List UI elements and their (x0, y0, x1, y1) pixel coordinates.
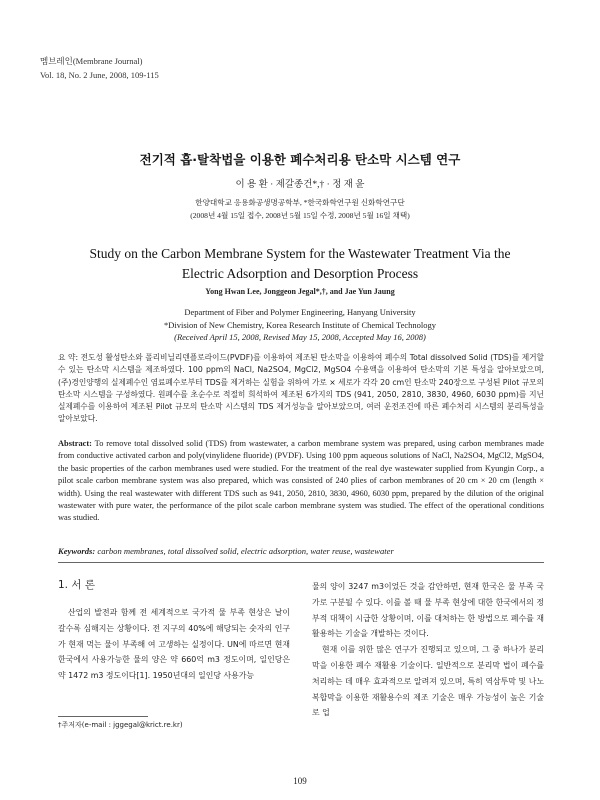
affiliation-korean-text: 한양대학교 응용화공생명공학부, *한국화학연구원 신화학연구단 (195, 198, 405, 207)
abstract-divider (58, 562, 544, 563)
abstract-korean-text: 전도성 활성탄소와 폴리비닐리덴플로라이드(PVDF)를 이용하여 제조된 탄소막을 이용하여 폐수의 Total dissolved Solid (TDS)를 제거할 수 있는 탄소막 시스템을 제조하였다. 100 ppm의 NaCl, Na2SO4, MgCl2, MgSO4 수용액을 이용하여 탄소막의 기본 특성을 알아보았으며, (주)경인양행의 실제폐수인 염료폐수로부터 TDS를 제거하는 실험을 위하여 가로 × 세로가 각각 20 cm인 탄소막 240장으로 구성된 Pilot 규모의 탄소막 시스템을 구성하였다. 원폐수를 초순수로 적절히 희석하여 제조된 6가지의 TDS (941, 2050, 2810, 3830, 4960, 6030 ppm)를 지닌 실제폐수를 이용하여 제조된 Pilot 규모의 탄소막 시스템의 TDS 제거성능을 알아보았으며, 여러 운전조건에 따른 폐수처리 시스템의 분리특성을 알아보았다. (58, 353, 544, 424)
page-number: 109 (293, 776, 307, 786)
affiliation-english-2: *Division of New Chemistry, Korea Research Institute of Chemical Technology (163, 319, 437, 330)
keywords (58, 545, 544, 557)
keywords-label: Keywords: (58, 546, 96, 556)
dates-korean: (2008년 4월 15일 접수, 2008년 5월 15일 수정, 2008년 5월 16일 채택) (190, 211, 410, 220)
abstract-english-text: To remove total dissolved solid (TDS) from wastewater, a carbon membrane system was prepared, using carbon membranes made from conductive activated carbon and poly(vinylidene fluoride) (PVDF). Using 100 ppm aqueous solutions of NaCl, Na2SO4, MgCl2, MgSO4, the basic properties of the carbon membranes used were studied. For the treatment of the real dye wastewater supplied from Kyungin Corp., a pilot scale carbon membrane system was also prepared, which was consisted of 240 plies of carbon membranes of 20 cm × 20 cm (length × width). Using the real wastewater with different TDS such as 941, 2050, 2810, 3830, 4960, 6030 ppm, prepared by the dilution of the original wastewater with pure water, the performance of the pilot scale carbon membrane system was studied. The effect of the operational conditions was studied. (58, 439, 544, 523)
authors-english: Yong Hwan Lee, Jonggeon Jegal*,†, and Jae Yun Jaung (205, 287, 395, 296)
abstract-english-label: Abstract: (58, 439, 92, 448)
abstract-english (58, 438, 544, 525)
abstract-korean-label: 요 약: (58, 353, 79, 362)
left-column-paragraph: 산업의 발전과 함께 전 세계적으로 국가적 물 부족 현상은 날이 갈수록 심해지는 상황이다. 전 지구의 40%에 해당되는 숫자의 인구가 현재 먹는 물이 부족해 여 고생하는 실정이다. UN에 따르면 현재 한국에서 사용가능한 물의 양은 약 660억 m3 정도이며, 일인당은 약 1472 m3 정도이다[1]. 1950년대의 일인당 사용가능 (58, 608, 290, 681)
right-column (312, 579, 544, 721)
footnote: †주저자(e-mail : jggegal@krict.re.kr) (58, 721, 183, 729)
section-heading-introduction: 1. 서 론 (58, 579, 95, 591)
right-column-paragraph-1: 물의 양이 3247 m3이었든 것을 감안하면, 현재 한국은 물 부족 국가로 구분될 수 있다. 이를 볼 때 물 부족 현상에 대한 한국에서의 정부적 대책이 시급한 상황이며, 이를 대처하는 한 방법으로 폐수를 재활용하는 기술을 개발하는 것이다. (312, 582, 544, 639)
title-korean: 전기적 흡·탈착법을 이용한 폐수처리용 탄소막 시스템 연구 (139, 152, 461, 167)
footnote-divider (58, 716, 148, 717)
journal-name: 멤브레인(Membrane Journal) (40, 56, 143, 66)
journal-header (40, 54, 159, 82)
authors-korean: 이 용 환 · 제갈종건*,† · 정 재 윤 (235, 180, 365, 190)
affiliation-korean (0, 196, 600, 222)
affiliation-english-1: Department of Fiber and Polymer Engineering, Hanyang University (184, 307, 416, 317)
dates-english: (Received April 15, 2008, Revised May 15, 2008, Accepted May 16, 2008) (174, 332, 426, 342)
keywords-text: carbon membranes, total dissolved solid, electric adsorption, water reuse, wastewater (97, 546, 394, 556)
journal-citation: Vol. 18, No. 2 June, 2008, 109-115 (40, 70, 159, 80)
abstract-korean (58, 352, 544, 426)
left-column (58, 605, 290, 684)
title-english: Study on the Carbon Membrane System for the Wastewater Treatment Via the Electric Adsorption and Desorption Process (89, 246, 511, 281)
affiliation-english (0, 306, 600, 344)
right-column-paragraph-2: 현재 이를 위한 많은 연구가 진행되고 있으며, 그 중 하나가 분리막을 이용한 폐수 재활용 기술이다. 일반적으로 분리막 법이 폐수를 처리하는 데 매우 효과적으로 알려져 있으며, 특히 역삼투막 및 나노복합막을 이용한 재활용수의 제조 기술은 매우 가능성이 높은 기술로 업 (312, 645, 544, 718)
